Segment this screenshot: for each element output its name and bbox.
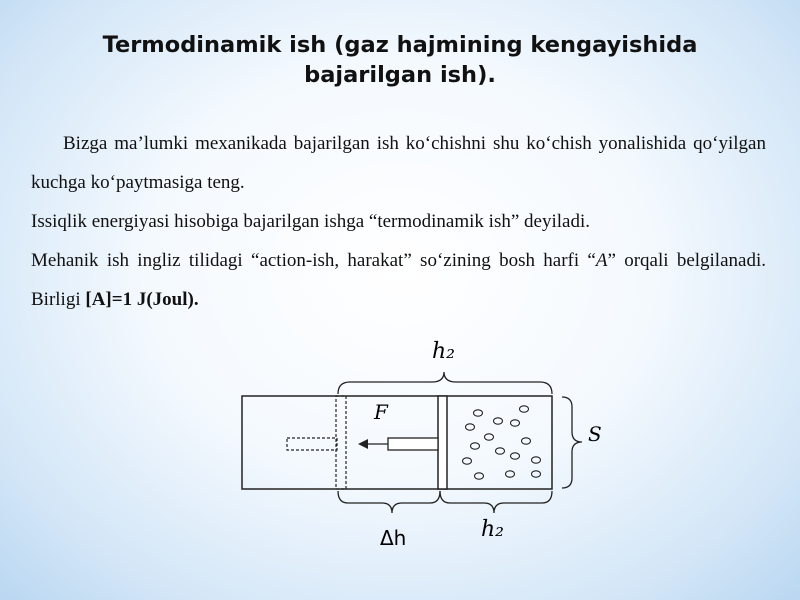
delta-brace bbox=[338, 491, 440, 513]
unit-definition: [A]=1 J(Joul). bbox=[85, 289, 199, 310]
initial-piston-dashed bbox=[336, 396, 346, 489]
side-brace bbox=[562, 397, 582, 488]
label-delta-h: Δh bbox=[380, 526, 407, 550]
page-title: Termodinamik ish (gaz hajmining kengayishida bajarilgan ish). bbox=[102, 32, 698, 88]
notation-text: Mehanik ish ingliz tilidagi “action-ish, harakat” so‘zining bosh harfi “ bbox=[31, 250, 596, 271]
gas-molecules bbox=[463, 406, 541, 479]
top-brace bbox=[338, 372, 552, 394]
label-area: S bbox=[588, 422, 602, 446]
notation-variable: A bbox=[595, 250, 608, 271]
force-arrowhead bbox=[358, 439, 368, 449]
label-top-h2: h₂ bbox=[432, 339, 455, 364]
notation-text-2: ” orqali belgilanadi. Birligi bbox=[31, 250, 766, 310]
paragraph-thermodynamic-work: Issiqlik energiyasi hisobiga bajarilgan ishga “termodinamik ish” deyiladi. bbox=[31, 211, 590, 232]
piston-rod bbox=[388, 438, 438, 450]
piston bbox=[438, 396, 447, 489]
bottom-brace bbox=[440, 491, 552, 513]
label-bottom-h2: h₂ bbox=[481, 517, 504, 542]
paragraph-mechanical-work: Bizga ma’lumki mexanikada bajarilgan ish ko‘chishni shu ko‘chish yonalishida qo‘yilgan kuchga ko‘paytmasiga teng. bbox=[31, 133, 766, 193]
label-force: F bbox=[374, 400, 388, 424]
initial-rod-dashed bbox=[287, 438, 337, 450]
